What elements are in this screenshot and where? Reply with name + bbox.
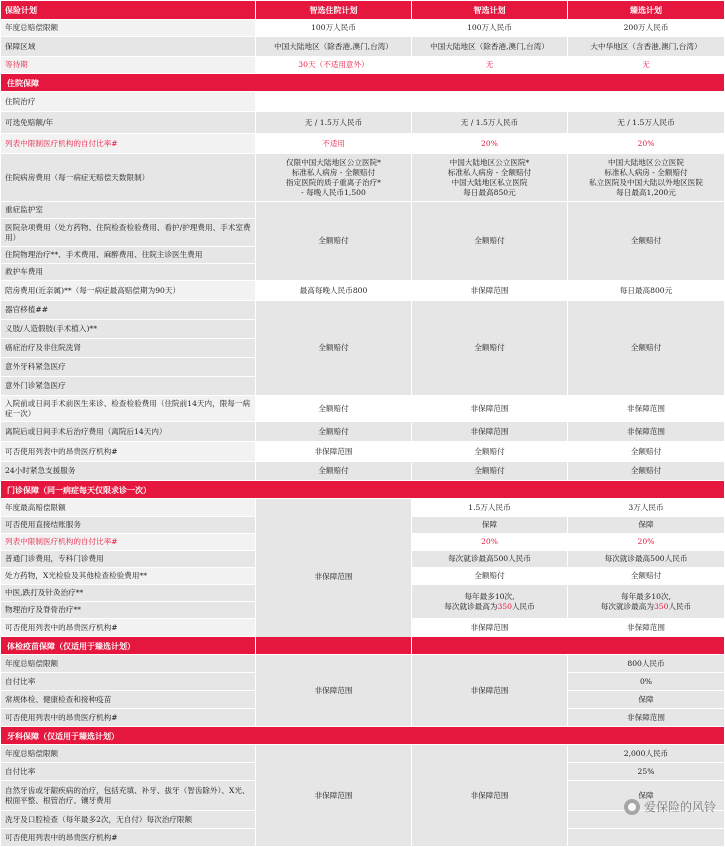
table-row-copay: 列表中限制医疗机构的自付比率# 20% 20% [1, 534, 725, 551]
table-row: 自付比率 25% [1, 763, 725, 781]
wechat-icon [624, 799, 640, 815]
table-row: 意外牙科紧急医疗 [1, 358, 725, 377]
table-row: 年度总赔偿限额 非保障范围 非保障范围 2,000人民币 [1, 745, 725, 763]
table-row: 保障区域 中国大陆地区（除香港,澳门,台湾） 中国大陆地区（除香港,澳门,台湾） 大中华地区（含香港,澳门,台湾） [1, 37, 725, 57]
header-plan-1: 智选住院计划 [256, 1, 412, 20]
header-plan: 保险计划 [1, 1, 256, 20]
table-row: 常规体检、健康检查和接种疫苗 保障 [1, 691, 725, 709]
watermark-text: 爱保险的风铃 [643, 800, 716, 814]
table-row-room: 住院病房费用（每一病症无赔偿天数限制） 仅限中国大陆地区公立医院* 标准私人病房 - 全额赔付 指定医院的质子重离子治疗* - 每晚人民币1,500 中国大陆地区公立医院* 标准私人病房 - 全额赔付 中国大陆地区私立医院 每日最高850元 中国大陆地区公立医院 标准私人病房 - 全额赔付 私立医院及中国大陆以外地区医院 每日最高1,200元 [1, 154, 725, 202]
table-row: 癌症治疗及非住院洗肾 [1, 339, 725, 358]
table-row: 陪房费用(近亲属)**（每一病症最高赔偿期为90天） 最高每晚人民币800 非保障范围 每日最高800元 [1, 281, 725, 301]
table-header-row [1, 1, 725, 20]
table-row-waiting: 等待期 30天（不适用意外） 无 无 [1, 57, 725, 74]
table-row: 自付比率 0% [1, 673, 725, 691]
section-dental: 牙科保障（仅适用于臻选计划） [1, 727, 725, 745]
table-row: 年度总赔偿限额 100万人民币 100万人民币 200万人民币 [1, 20, 725, 37]
header-plan-3: 臻选计划 [568, 1, 725, 20]
section-outpatient: 门诊保障（同一病症每天仅限求诊一次） [1, 481, 725, 499]
table-row: 可否使用列表中的昂贵医疗机构# [1, 829, 725, 847]
section-inpatient: 住院保障 [1, 74, 725, 92]
table-row: 中医,跌打及针灸治疗** 每年最多10次, 每次就诊最高为350人民币 每年最多10次, 每次就诊最高为350人民币 [1, 585, 725, 602]
table-row: 重症监护室 全额赔付 全额赔付 全额赔付 [1, 202, 725, 219]
table-row: 住院治疗 [1, 92, 725, 112]
section-checkup: 体检疫苗保障（仅适用于臻选计划） [1, 637, 725, 655]
table-row: 救护车费用 [1, 264, 725, 281]
table-row: 可否使用列表中的昂贵医疗机构# 非保障范围 非保障范围 [1, 619, 725, 637]
table-row: 普通门诊费用，专科门诊费用 每次就诊最高500人民币 每次就诊最高500人民币 [1, 551, 725, 568]
table-row: 入院前或日间手术前医生来诊、检查检验费用（住院前14天内，限每一病症一次） 全额赔付 非保障范围 非保障范围 [1, 396, 725, 422]
watermark [624, 798, 716, 815]
table-row: 器官移植## 全额赔付 全额赔付 全额赔付 [1, 301, 725, 320]
table-row: 意外门诊紧急医疗 [1, 377, 725, 396]
table-row: 可选免赔额/年 无 / 1.5万人民币 无 / 1.5万人民币 无 / 1.5万人民币 [1, 112, 725, 134]
table-row: 自然牙齿或牙龈疾病的治疗，包括充填、补牙、拔牙（智齿除外）、X光、根面平整、根管治疗、镶牙费用 保障 [1, 781, 725, 811]
table-row: 24小时紧急支援服务 全额赔付 全额赔付 全额赔付 [1, 462, 725, 481]
table-row: 医院杂项费用（处方药物、住院检查检验费用、看护/护理费用、手术室费用） [1, 219, 725, 247]
table-row: 离院后或日间手术后治疗费用（离院后14天内） 全额赔付 非保障范围 非保障范围 [1, 422, 725, 442]
table-row: 年度最高赔偿限额 非保障范围 1.5万人民币 3万人民币 [1, 499, 725, 517]
table-row: 年度总赔偿限额 非保障范围 非保障范围 800人民币 [1, 655, 725, 673]
table-row: 可否使用直接结账服务 保障 保障 [1, 517, 725, 534]
table-row: 可否使用列表中的昂贵医疗机构# 非保障范围 全额赔付 全额赔付 [1, 442, 725, 462]
table-row: 住院物理治疗**、手术费用、麻醉费用、住院主诊医生费用 [1, 247, 725, 264]
table-row: 物理治疗及脊骨治疗** [1, 602, 725, 619]
table-row: 洗牙及口腔检查（每年最多2次，无自付）每次治疗限额 [1, 811, 725, 829]
header-plan-2: 智选计划 [412, 1, 568, 20]
table-row-copay: 列表中限制医疗机构的自付比率# 不适用 20% 20% [1, 134, 725, 154]
table-row: 可否使用列表中的昂贵医疗机构# 非保障范围 [1, 709, 725, 727]
table-row: 义肢/人造假肢(手术植入)** [1, 320, 725, 339]
table-row: 处方药物，X光检验及其他检查检验费用** 全额赔付 全额赔付 [1, 568, 725, 585]
